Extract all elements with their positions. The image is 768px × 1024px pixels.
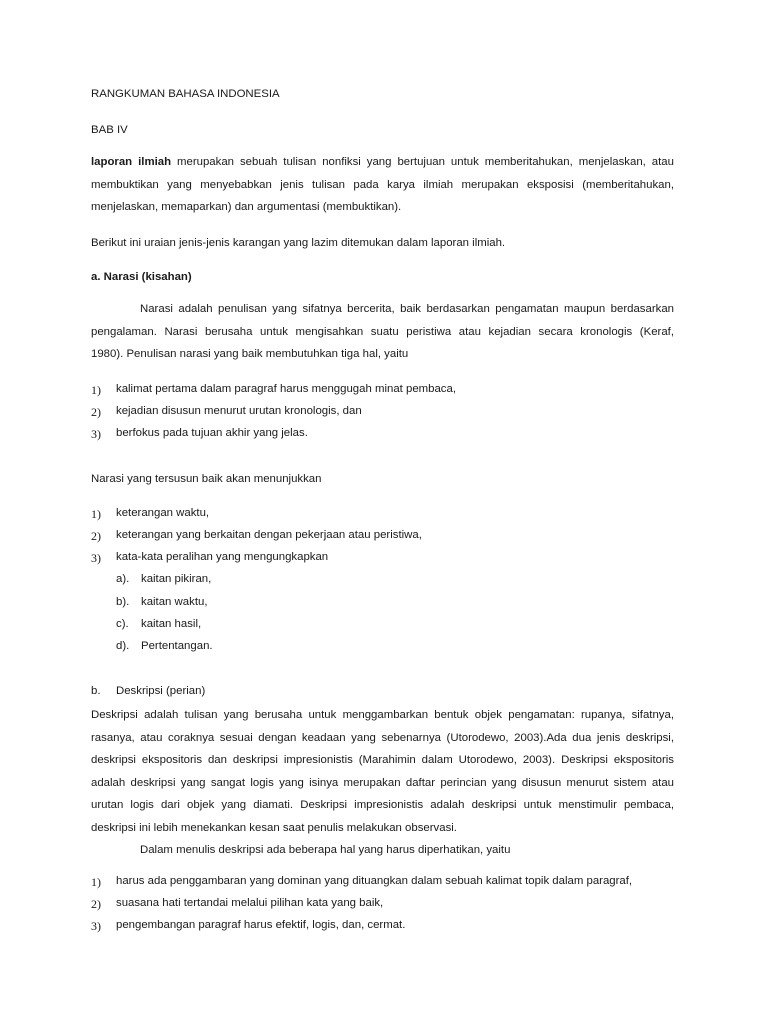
deskripsi-line: urutan logis dari objek yang diamati. Deskripsi impresionistis adalah deskripsi untuk menstimulir pembaca, — [91, 799, 674, 811]
deskripsi-line: deskripsi ini lebih menekankan kesan saat penulis melakukan observasi. — [91, 821, 457, 834]
deskripsi-paragraph — [91, 704, 674, 862]
list-item: suasana hati tertandai melalui pilihan kata yang baik, — [116, 897, 384, 909]
deskripsi-line: Deskripsi adalah tulisan yang berusaha untuk menggambarkan bentuk objek pengamatan: rupanya, sifatnya, — [91, 709, 674, 721]
narasi-line-3: 1980). Penulisan narasi yang baik membutuhkan tiga hal, yaitu — [91, 348, 409, 360]
deskripsi-line: rasanya, atau coraknya sesuai dengan keadaan yang sebenarnya (Utorodewo, 2003).Ada dua jenis deskripsi, — [91, 731, 674, 744]
list-number: 1) — [91, 383, 101, 397]
intro-line-2: membuktikan yang menyebabkan jenis tulisan pada karya ilmiah merupakan eksposisi (memberitahukan, — [91, 178, 674, 191]
narasi-good-intro: Narasi yang tersusun baik akan menunjukkan — [91, 473, 322, 485]
sublist-item: Pertentangan. — [141, 640, 213, 652]
chapter-label: BAB IV — [91, 124, 128, 136]
list-number: 2) — [91, 529, 101, 543]
deskripsi-line: deskripsi ekspositoris dan deskripsi impresionistis (Marahimin dalam Utorodewo, 2003). Deskripsi ekspositoris — [91, 754, 674, 766]
list-number: 2) — [91, 897, 101, 911]
sublist-letter: a). — [116, 573, 130, 585]
list-item: kejadian disusun menurut urutan kronologis, dan — [116, 405, 362, 417]
narasi-line-2: pengalaman. Narasi berusaha untuk mengisahkan suatu peristiwa atau kejadian secara kronologis (Keraf, — [91, 325, 674, 338]
list-item: kata-kata peralihan yang mengungkapkan — [116, 551, 329, 563]
list-number: 1) — [91, 507, 101, 521]
deskripsi-heading-number: b. — [91, 685, 101, 697]
deskripsi-note: Dalam menulis deskripsi ada beberapa hal yang harus diperhatikan, yaitu — [140, 844, 511, 856]
types-intro: Berikut ini uraian jenis-jenis karangan yang lazim ditemukan dalam laporan ilmiah. — [91, 237, 506, 249]
narasi-heading: a. Narasi (kisahan) — [91, 271, 192, 283]
deskripsi-line: adalah deskripsi yang sangat logis yang isinya merupakan daftar perincian yang disusun menurut sistem atau — [91, 776, 674, 789]
list-item: kalimat pertama dalam paragraf harus menggugah minat pembaca, — [116, 383, 457, 395]
list-item: harus ada penggambaran yang dominan yang dituangkan dalam sebuah kalimat topik dalam paragraf, — [116, 875, 633, 887]
list-item: keterangan waktu, — [116, 507, 210, 519]
list-item: keterangan yang berkaitan dengan pekerjaan atau peristiwa, — [116, 529, 422, 541]
intro-line-1: laporan ilmiah merupakan sebuah tulisan nonfiksi yang bertujuan untuk memberitahukan, menjelaskan, atau — [91, 156, 674, 168]
sublist-item: kaitan waktu, — [141, 596, 208, 608]
list-number: 3) — [91, 919, 101, 933]
document-title: RANGKUMAN BAHASA INDONESIA — [91, 88, 280, 100]
list-number: 3) — [91, 551, 101, 565]
list-item: berfokus pada tujuan akhir yang jelas. — [116, 427, 308, 439]
sublist-item: kaitan hasil, — [141, 618, 202, 630]
list-number: 1) — [91, 875, 101, 889]
sublist-letter: b). — [116, 596, 130, 608]
intro-paragraph — [91, 151, 674, 219]
intro-bold-term: laporan ilmiah — [91, 156, 172, 168]
list-number: 3) — [91, 427, 101, 441]
list-number: 2) — [91, 405, 101, 419]
sublist-item: kaitan pikiran, — [141, 573, 212, 585]
list-item: pengembangan paragraf harus efektif, logis, dan, cermat. — [116, 919, 406, 931]
narasi-line-1: Narasi adalah penulisan yang sifatnya bercerita, baik berdasarkan pengamatan maupun berdasarkan — [140, 303, 674, 315]
deskripsi-heading: Deskripsi (perian) — [116, 685, 206, 697]
sublist-letter: c). — [116, 618, 129, 630]
sublist-letter: d). — [116, 640, 130, 652]
narasi-paragraph — [91, 298, 674, 366]
intro-line-3: menjelaskan, memaparkan) dan argumentasi (membuktikan). — [91, 201, 402, 213]
